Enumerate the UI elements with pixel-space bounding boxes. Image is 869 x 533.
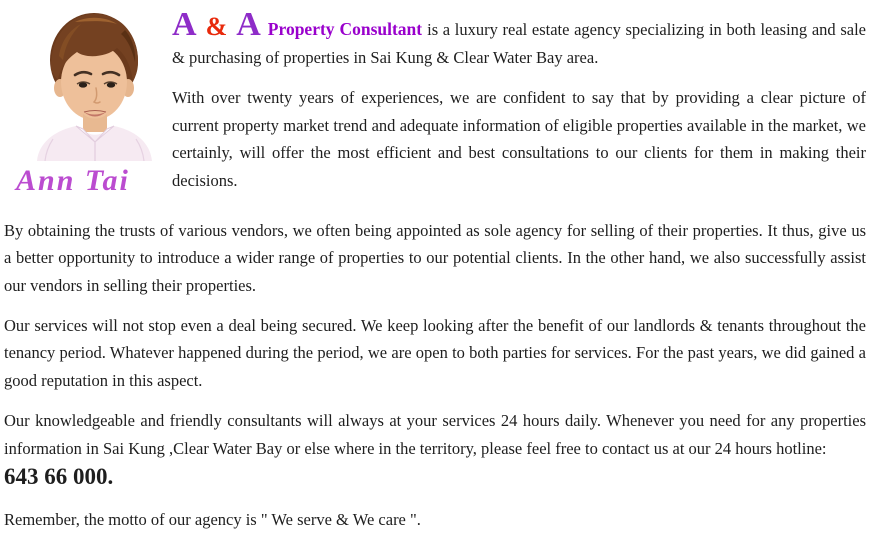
- experience-paragraph: With over twenty years of experiences, we are confident to say that by providing a clear picture of current property market trend and adequate information of eligible properties available in the market, we certainly, will offer the most efficient and best consultations to our clients for them in making their decisions.: [172, 88, 866, 190]
- brand-letter-a1: A: [172, 6, 197, 43]
- consultant-profile-block: [4, 8, 168, 207]
- brand-ampersand: &: [205, 12, 228, 41]
- intro-paragraph: [172, 8, 866, 71]
- intro-column: [168, 8, 866, 207]
- signature-name: Ann Tai: [16, 164, 130, 197]
- top-section: [4, 8, 866, 207]
- brand-subtitle: Property Consultant: [267, 19, 423, 39]
- hotline-number: 643 66 000.: [4, 463, 114, 489]
- consultant-portrait-image: [29, 8, 160, 161]
- consultant-photo: [29, 8, 160, 161]
- vendors-paragraph: By obtaining the trusts of various vendors, we often being appointed as sole agency for selling of their properties. It thus, give us a better opportunity to introduce a wider range of properties to our potential clients. In the other hand, we also successfully assist our vendors in selling their properties.: [4, 220, 866, 295]
- consultants-paragraph: Our knowledgeable and friendly consultants will always at your services 24 hours daily. Whenever you need for any properties information in Sai Kung ,Clear Water Bay or else where in the territory, please feel free to contact us at our 24 hours hotline:: [4, 411, 866, 458]
- intro-text: is a luxury real estate agency specializing in both leasing and sale & purchasing of properties in Sai Kung & Clear Water Bay area.: [172, 20, 866, 68]
- services-paragraph: Our services will not stop even a deal being secured. We keep looking after the benefit of our landlords & tenants throughout the tenancy period. Whatever happened during the period, we are open to both parties for services. For the past years, we did gained a good reputation in this aspect.: [4, 316, 866, 390]
- motto-line: Remember, the motto of our agency is " We serve & We care ".: [4, 509, 421, 529]
- brand-letter-a2: A: [236, 6, 261, 43]
